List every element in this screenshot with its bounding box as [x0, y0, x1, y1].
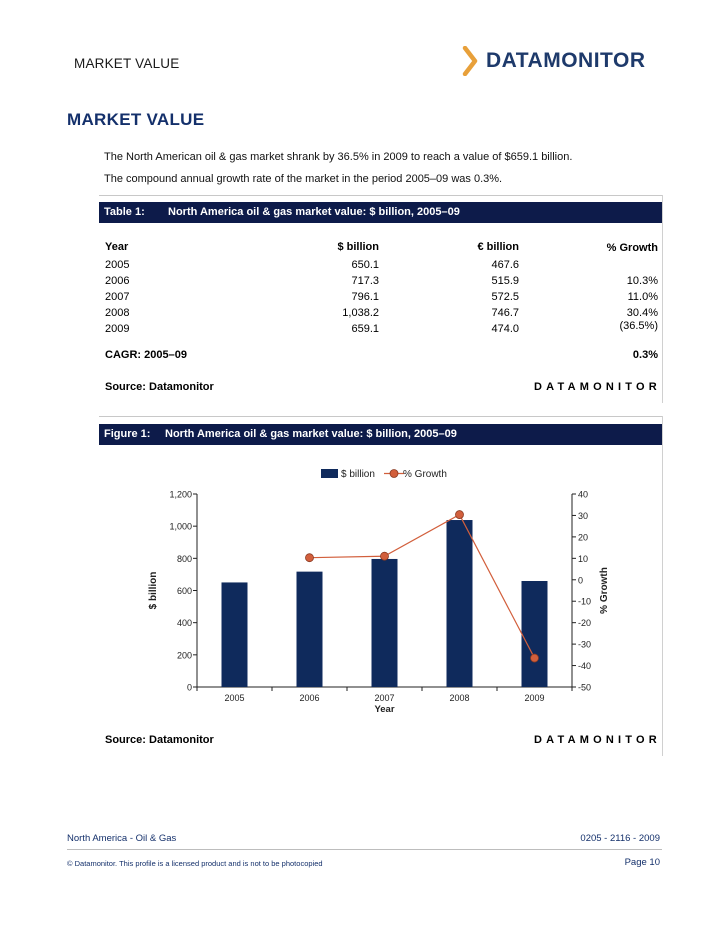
- y2-axis-title: % Growth: [599, 567, 610, 614]
- legend-label-growth: % Growth: [403, 469, 447, 480]
- footer-report-code: 0205 - 2116 - 2009: [580, 833, 660, 844]
- bar-2009: [522, 581, 548, 687]
- bar-2005: [222, 582, 248, 687]
- figure-box-right-rule: [662, 416, 663, 756]
- cell-usd: 717.3: [351, 275, 379, 287]
- y2-tick-label: 10: [578, 553, 589, 564]
- page-number: Page 10: [624, 857, 660, 868]
- table-caption-band: [99, 202, 662, 223]
- cell-eur: 515.9: [491, 275, 519, 287]
- table-box-top-rule: [99, 195, 662, 196]
- cell-eur: 474.0: [491, 323, 519, 335]
- col-header-growth: % Growth: [606, 242, 658, 254]
- x-tick-label: 2005: [224, 693, 245, 703]
- x-tick-label: 2006: [299, 693, 320, 703]
- cell-usd: 796.1: [351, 291, 379, 303]
- y2-tick-label: -30: [578, 639, 592, 650]
- cell-usd: 659.1: [351, 323, 379, 335]
- y2-tick-label: 20: [578, 532, 589, 543]
- table-source: Source: Datamonitor: [105, 381, 214, 393]
- datamonitor-logo: [462, 46, 662, 80]
- y-tick-label: 400: [176, 618, 192, 629]
- footer-copyright: © Datamonitor. This profile is a licensed product and is not to be photocopied: [67, 859, 323, 868]
- growth-point-2007: [381, 552, 389, 560]
- y-tick-label: 200: [176, 650, 192, 661]
- cell-growth: 30.4%: [626, 307, 658, 319]
- figure-brand: DATAMONITOR: [534, 734, 661, 746]
- cell-eur: 467.6: [491, 259, 519, 271]
- y2-tick-label: 40: [578, 489, 589, 500]
- cell-eur: 572.5: [491, 291, 519, 303]
- cell-usd: 650.1: [351, 259, 379, 271]
- figure-title: North America oil & gas market value: $ billion, 2005–09: [165, 428, 457, 440]
- cell-growth: 11.0%: [627, 291, 658, 303]
- y-tick-label: 600: [176, 586, 192, 596]
- footer-rule: [67, 849, 662, 850]
- figure-box-top-rule: [99, 416, 662, 417]
- col-header-usd: $ billion: [337, 241, 379, 253]
- x-tick-label: 2007: [374, 693, 395, 703]
- figure-source: Source: Datamonitor: [105, 734, 214, 746]
- table-box-right-rule: [662, 195, 663, 403]
- table-label: Table 1:: [104, 206, 145, 218]
- footer-report-name: North America - Oil & Gas: [67, 833, 177, 844]
- cell-year: 2005: [105, 259, 130, 271]
- summary-paragraph-2: The compound annual growth rate of the market in the period 2005–09 was 0.3%.: [104, 173, 503, 185]
- y2-tick-label: -20: [578, 618, 592, 629]
- table-title: North America oil & gas market value: $ billion, 2005–09: [168, 206, 460, 218]
- cell-year: 2007: [105, 291, 130, 303]
- x-axis-title: Year: [374, 704, 395, 715]
- cell-year: 2008: [105, 307, 130, 319]
- cell-growth: (36.5%): [619, 320, 658, 332]
- section-heading: MARKET VALUE: [67, 110, 205, 129]
- cell-eur: 746.7: [491, 307, 519, 319]
- growth-series-line: [310, 515, 535, 658]
- bar-2007: [372, 559, 398, 687]
- market-value-chart: [99, 446, 662, 722]
- growth-point-2009: [531, 654, 539, 662]
- logo-chevron-icon: [462, 46, 484, 76]
- logo-wordmark: DATAMONITOR: [486, 49, 646, 72]
- figure-caption-band: [99, 424, 662, 445]
- y-tick-label: 1,200: [169, 489, 192, 500]
- growth-point-2006: [306, 554, 314, 562]
- cell-year: 2006: [105, 275, 130, 287]
- y-axis-title: $ billion: [148, 571, 159, 610]
- y2-tick-label: -10: [578, 596, 592, 607]
- y2-tick-label: 0: [578, 575, 584, 586]
- x-tick-label: 2009: [524, 693, 545, 703]
- figure-label: Figure 1:: [104, 428, 151, 440]
- y-tick-label: 1,000: [169, 521, 192, 532]
- cagr-label: CAGR: 2005–09: [105, 349, 187, 361]
- running-header-title: MARKET VALUE: [74, 56, 180, 71]
- cell-usd: 1,038.2: [342, 307, 379, 319]
- y2-tick-label: -40: [578, 661, 592, 672]
- bar-2006: [297, 572, 323, 687]
- table-brand: DATAMONITOR: [534, 381, 661, 393]
- legend-swatch-growth-marker: [390, 470, 398, 478]
- cell-growth: 10.3%: [626, 275, 658, 287]
- col-header-year: Year: [105, 241, 129, 253]
- cagr-value: 0.3%: [632, 349, 658, 361]
- growth-point-2008: [456, 511, 464, 519]
- summary-paragraph-1: The North American oil & gas market shrank by 36.5% in 2009 to reach a value of $659.1 billion.: [104, 151, 573, 163]
- legend-label-usd: $ billion: [341, 469, 375, 480]
- cell-year: 2009: [105, 323, 130, 335]
- legend-swatch-usd: [321, 469, 338, 478]
- y-tick-label: 800: [176, 553, 192, 564]
- col-header-eur: € billion: [477, 241, 519, 253]
- y2-tick-label: 30: [578, 510, 589, 521]
- y-tick-label: 0: [186, 682, 192, 693]
- x-tick-label: 2008: [449, 693, 470, 703]
- bar-2008: [447, 520, 473, 687]
- y2-tick-label: -50: [578, 682, 592, 693]
